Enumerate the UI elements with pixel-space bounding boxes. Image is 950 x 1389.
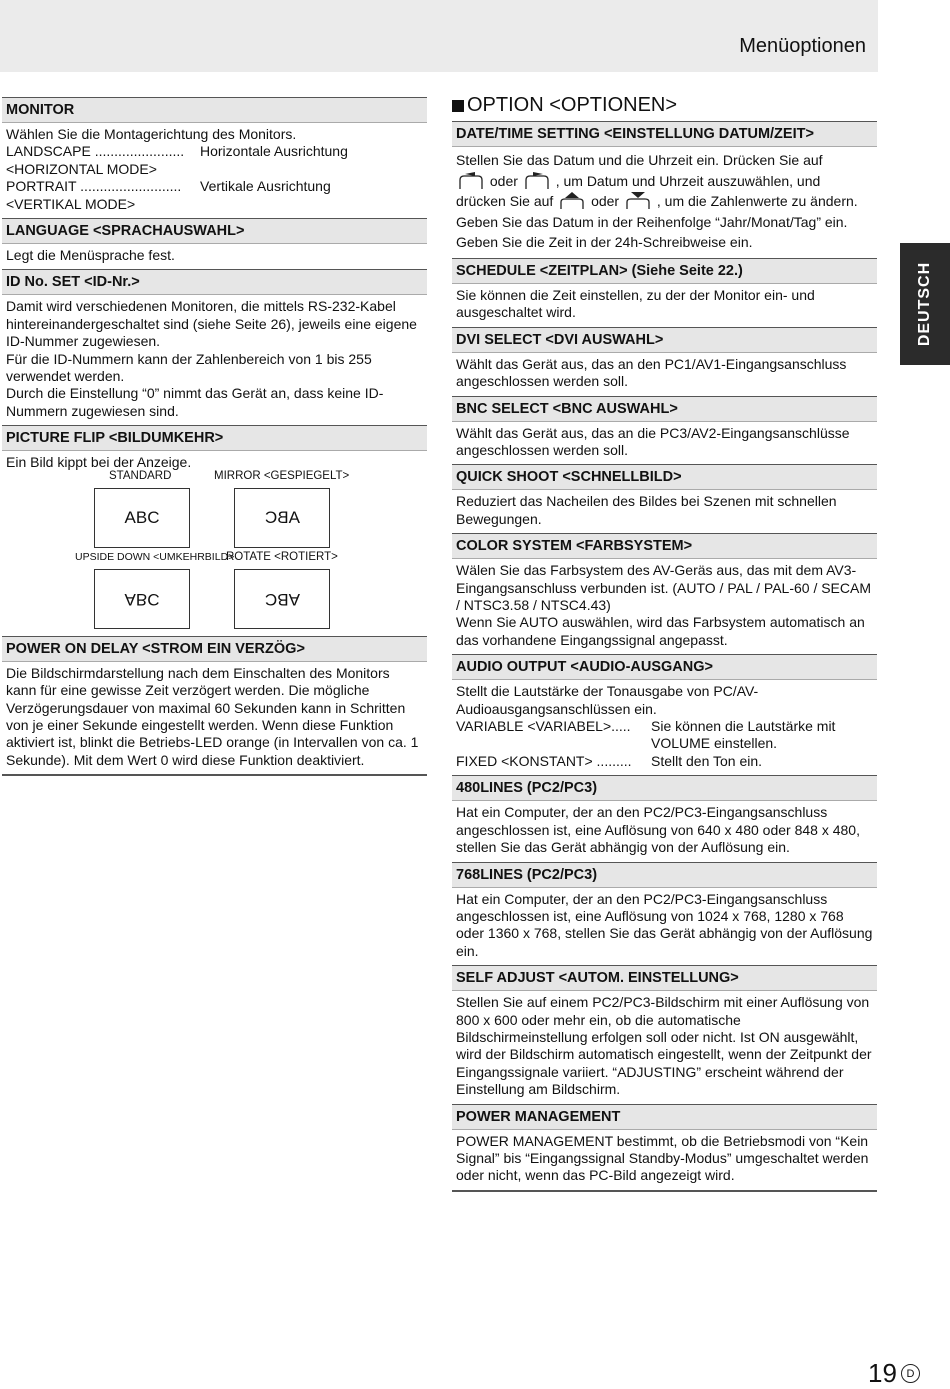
side-tab-label: DEUTSCH: [916, 261, 933, 347]
power-on-delay-body: [2, 662, 427, 776]
flip-box-mirror: [234, 488, 330, 548]
quick-shoot-body: [452, 490, 877, 533]
schedule-body: [452, 284, 877, 327]
lines480-heading: 480LINES (PC2/PC3): [452, 775, 877, 801]
dvi-body: [452, 353, 877, 396]
fixed-row: [456, 753, 873, 770]
datetime-line-3-rest: , um die Zahlenwerte zu ändern.: [656, 193, 858, 210]
bnc-body: [452, 422, 877, 465]
portrait-value: Vertikale Ausrichtung: [200, 178, 331, 195]
color-system-text-1: Wälen Sie das Farbsystem des AV-Geräs aus, das mit dem AV3-Eingangsanschluss verbunden ist. (AUTO / PAL / PAL-60 / SECAM / NTSC3.58 / NTSC4.43): [456, 562, 872, 614]
sample-mirror: ABC: [264, 507, 300, 527]
monitor-heading: MONITOR: [2, 97, 427, 123]
lines768-text: Hat ein Computer, der an den PC2/PC3-Eingangsanschluss angeschlossen ist, eine Auflösung von 1024 x 768, 1280 x 768 oder 1360 x 768, stellen Sie das Gerät abhängig von der Auflösung ein.: [456, 890, 873, 959]
color-system-text-2: Wenn Sie AUTO auswählen, wird das Farbsystem automatisch an das vorhandene Eingangssignal angepasst.: [456, 614, 865, 648]
audio-output-heading: AUDIO OUTPUT <AUDIO-AUSGANG>: [452, 654, 877, 680]
picture-flip-heading: PICTURE FLIP <BILDUMKEHR>: [2, 425, 427, 451]
bnc-text: Wählt das Gerät aus, das an die PC3/AV2-Eingangsanschlüsse angeschlossen werden soll.: [456, 424, 850, 458]
power-on-delay-text: Die Bildschirmdarstellung nach dem Einschalten des Monitors kann für eine gewisse Zeit verzögert werden. Die mögliche Verzögerungsdauer von maximal 60 Sekunden kann in Schritten von je einer Sekunde eingestellt werden. Wenn diese Funktion aktiviert ist, blinkt die Betriebs-LED orange (in Intervallen von ca. 1 Sekunde). Mit dem Wert 0 wird diese Funktion deaktiviert.: [6, 664, 419, 768]
flip-box-standard: [94, 488, 190, 548]
sample-standard: ABC: [124, 507, 160, 527]
right-column: [452, 92, 877, 1192]
datetime-line-1: Stellen Sie das Datum und die Uhrzeit ein. Drücken Sie auf: [456, 152, 823, 168]
option-title: [452, 92, 877, 121]
datetime-line-4: Geben Sie das Datum in der Reihenfolge “Jahr/Monat/Tag” ein.: [456, 213, 848, 230]
dvi-text: Wählt das Gerät aus, das an den PC1/AV1-Eingangsanschluss angeschlossen werden soll.: [456, 355, 847, 390]
portrait-sub: <VERTIKAL MODE>: [6, 195, 136, 212]
landscape-sub: <HORIZONTAL MODE>: [6, 160, 157, 177]
sample-rotate: ABC: [264, 589, 300, 609]
lines480-body: [452, 801, 877, 861]
self-adjust-body: [452, 991, 877, 1103]
portrait-row: [6, 178, 423, 195]
datetime-oder-2: oder: [591, 193, 620, 210]
dvi-heading: DVI SELECT <DVI AUSWAHL>: [452, 327, 877, 353]
audio-output-body: [452, 680, 877, 775]
datetime-line-3-start: drücken Sie auf: [456, 193, 554, 210]
color-system-heading: COLOR SYSTEM <FARBSYSTEM>: [452, 533, 877, 559]
datetime-heading: DATE/TIME SETTING <EINSTELLUNG DATUM/ZEIT>: [452, 121, 877, 147]
bnc-heading: BNC SELECT <BNC AUSWAHL>: [452, 396, 877, 422]
schedule-text: Sie können die Zeit einstellen, zu der der Monitor ein- und ausgeschaltet wird.: [456, 286, 815, 321]
page-title: Menüoptionen: [739, 35, 866, 57]
self-adjust-text: Stellen Sie auf einem PC2/PC3-Bildschirm mit einer Auflösung von 800 x 600 oder mehr ein, ob die automatische Bildschirmeinstellung erfolgen soll oder nicht. Ist ON ausgewählt, wird der Bildschirm automatisch eingestellt, wenn der Zeitpunkt der Eingangssignale variiert. “ADJUSTING” erscheint während der Einstellung am Bildschirm.: [456, 994, 872, 1098]
option-title-text: OPTION <OPTIONEN>: [467, 94, 678, 116]
quick-shoot-heading: QUICK SHOOT <SCHNELLBILD>: [452, 464, 877, 490]
language-body: [2, 244, 427, 269]
lines480-text: Hat ein Computer, der an den PC2/PC3-Eingangsanschluss angeschlossen ist, eine Auflösung von 640 x 480 oder 848 x 480, stellen Sie das Gerät abhängig von der Auflösung ein.: [456, 804, 860, 856]
fixed-value: Stellt den Ton ein.: [651, 752, 763, 769]
right-key-icon: [524, 172, 550, 190]
id-no-text-1: Damit wird verschiedenen Monitoren, die mittels RS-232-Kabel hintereinandergeschaltet sind (siehe Seite 26), jeweils eine eigene ID-Nummer zugewiesen.: [6, 298, 417, 350]
label-mirror: MIRROR <GESPIEGELT>: [214, 469, 350, 482]
language-circle-mark: D: [901, 1364, 920, 1383]
label-standard: STANDARD: [109, 469, 172, 482]
datetime-body: [452, 147, 877, 258]
fixed-key: FIXED <KONSTANT> .........: [456, 752, 632, 769]
picture-flip-body: [2, 451, 427, 471]
lines768-heading: 768LINES (PC2/PC3): [452, 862, 877, 888]
landscape-value: Horizontale Ausrichtung: [200, 143, 348, 160]
page-number: [868, 1358, 920, 1389]
id-no-body: [2, 295, 427, 425]
id-no-text-2: Für die ID-Nummern kann der Zahlenbereich von 1 bis 255 verwendet werden.: [6, 350, 372, 385]
header-band: [0, 0, 878, 72]
language-text: Legt die Menüsprache fest.: [6, 247, 175, 264]
audio-output-text: Stellt die Lautstärke der Tonausgabe von PC/AV-Audioausgangsanschlüssen ein.: [456, 683, 759, 717]
variable-row: [456, 718, 873, 753]
power-management-heading: POWER MANAGEMENT: [452, 1104, 877, 1130]
label-upside-down: UPSIDE DOWN <UMKEHRBILD>: [75, 550, 235, 563]
landscape-row: [6, 143, 423, 160]
left-column: [2, 97, 427, 776]
language-side-tab: [900, 243, 950, 365]
down-key-icon: [625, 192, 651, 210]
square-bullet-icon: [452, 100, 464, 112]
schedule-heading: SCHEDULE <ZEITPLAN> (Siehe Seite 22.): [452, 258, 877, 284]
id-no-heading: ID No. SET <ID-Nr.>: [2, 269, 427, 295]
color-system-body: [452, 559, 877, 654]
portrait-key: PORTRAIT ..........................: [6, 178, 182, 195]
label-rotate: ROTATE <ROTIERT>: [226, 550, 338, 563]
sample-upside-down: ABC: [124, 589, 160, 609]
up-key-icon: [559, 192, 585, 210]
self-adjust-heading: SELF ADJUST <AUTOM. EINSTELLUNG>: [452, 965, 877, 991]
page-number-value: 19: [868, 1358, 897, 1388]
power-management-body: [452, 1130, 877, 1192]
flip-box-upside-down: [94, 569, 190, 629]
monitor-intro: Wählen Sie die Montagerichtung des Monitors.: [6, 126, 297, 142]
datetime-line-3: [456, 191, 873, 212]
left-key-icon: [458, 172, 484, 190]
power-management-text: POWER MANAGEMENT bestimmt, ob die Betriebsmodi von “Kein Signal” bis “Eingangssignal Standby-Modus” umgeschaltet werden oder nicht, wenn das PC-Bild angezeigt wird.: [456, 1132, 869, 1184]
datetime-line-5: Geben Sie die Zeit in der 24h-Schreibweise ein.: [456, 234, 753, 251]
datetime-line-2: [456, 171, 873, 192]
monitor-body: [2, 123, 427, 218]
datetime-line-2-rest: , um Datum und Uhrzeit auszuwählen, und: [555, 172, 821, 189]
landscape-key: LANDSCAPE .......................: [6, 143, 185, 160]
flip-box-rotate: [234, 569, 330, 629]
quick-shoot-text: Reduziert das Nacheilen des Bildes bei Szenen mit schnellen Bewegungen.: [456, 493, 837, 527]
datetime-oder-1: oder: [489, 172, 518, 189]
picture-flip-text: Ein Bild kippt bei der Anzeige.: [6, 454, 192, 471]
language-heading: LANGUAGE <SPRACHAUSWAHL>: [2, 218, 427, 244]
variable-key: VARIABLE <VARIABEL>.....: [456, 718, 631, 735]
id-no-text-3: Durch die Einstellung “0” nimmt das Gerät an, dass keine ID-Nummern zugewiesen sind.: [6, 385, 384, 419]
lines768-body: [452, 888, 877, 966]
variable-value: Sie können die Lautstärke mit VOLUME einstellen.: [651, 718, 836, 752]
picture-flip-diagram: [2, 469, 427, 636]
power-on-delay-heading: POWER ON DELAY <STROM EIN VERZÖG>: [2, 636, 427, 662]
